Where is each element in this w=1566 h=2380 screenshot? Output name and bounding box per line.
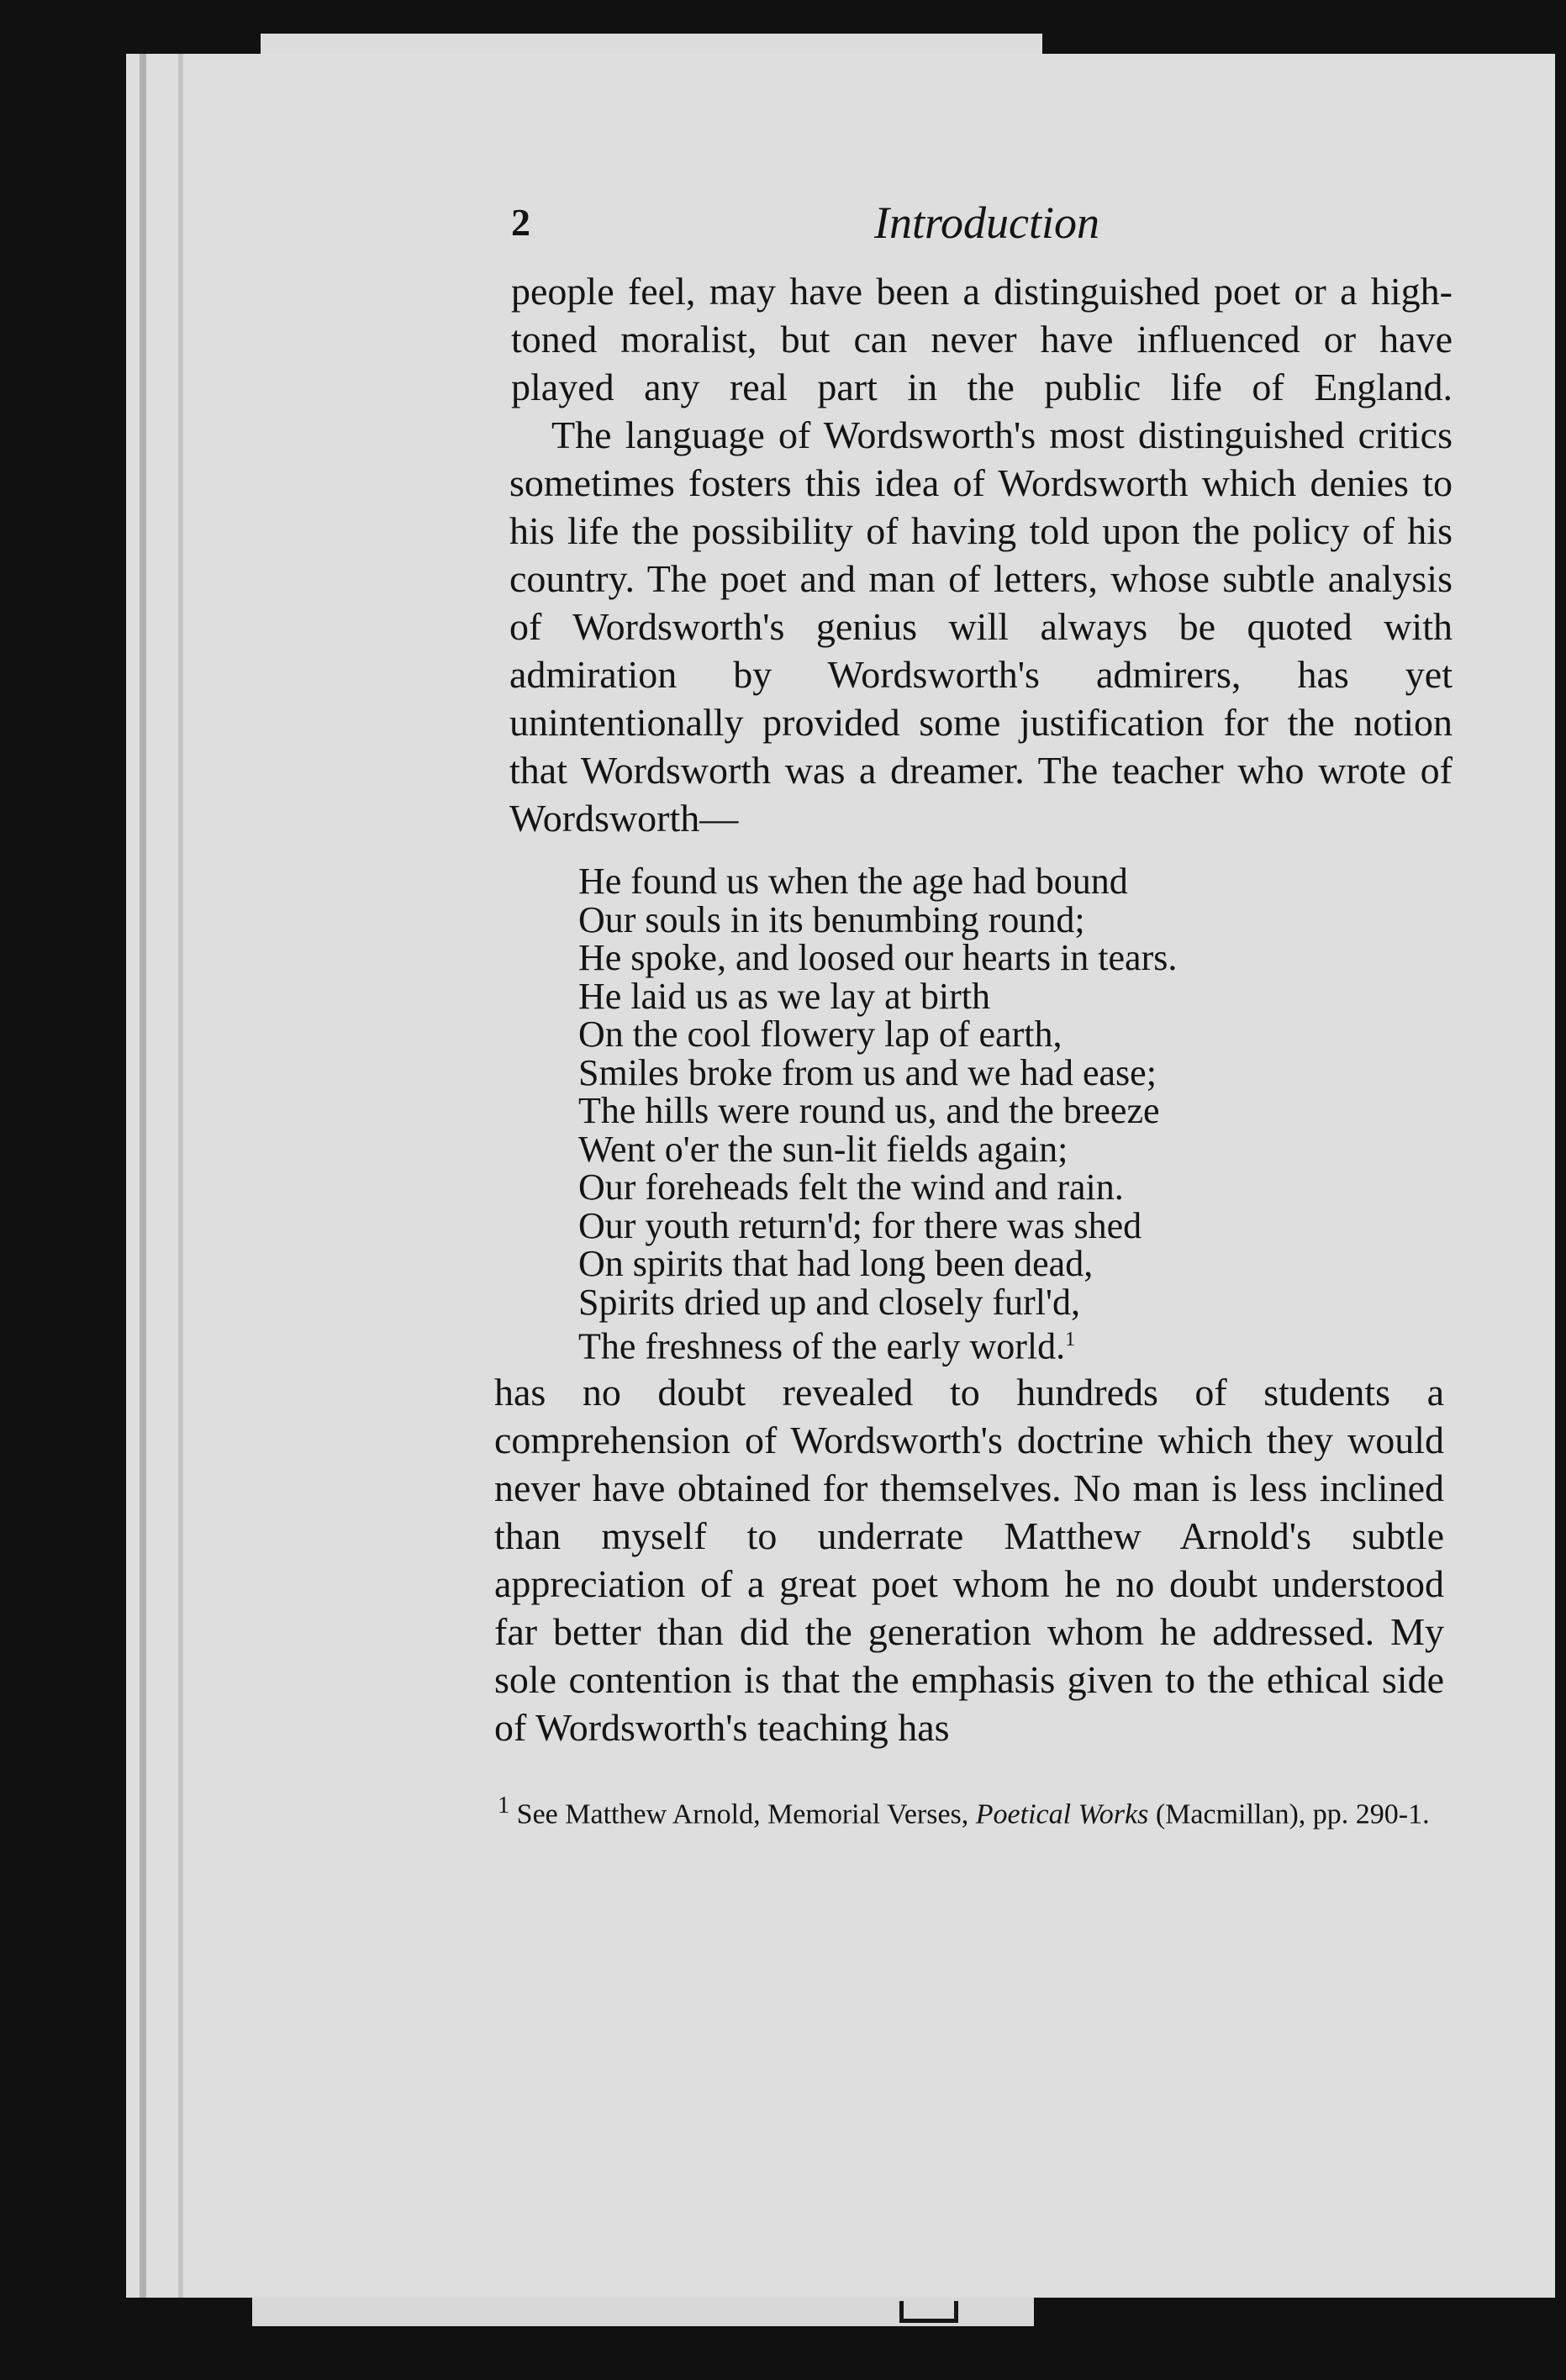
footnote-text: See Matthew Arnold, Memorial Verses, (516, 1798, 969, 1830)
paragraph-1: people feel, may have been a distinguished poet or a high-toned moralist, but can never have influenced or have played any real part in the public life of England. (511, 270, 1453, 408)
footnote (498, 1788, 1447, 1832)
verse-line: Went o'er the sun-lit fields again; (578, 1128, 1068, 1170)
footnote-marker: 1 (498, 1793, 510, 1819)
scan-edge-bottom (252, 2298, 1034, 2326)
footnote-work-title: Poetical Works (975, 1798, 1149, 1830)
footnote-citation: (Macmillan), pp. 290-1. (1155, 1798, 1430, 1830)
scan-artifact (899, 2301, 958, 2323)
verse-line: Our souls in its benumbing round; (578, 898, 1085, 940)
verse-line: Smiles broke from us and we had ease; (578, 1051, 1157, 1093)
verse-line: He found us when the age had bound (578, 861, 1128, 902)
verse-quotation (578, 862, 1335, 1366)
verse-line: Our youth return'd; for there was shed (578, 1204, 1142, 1246)
verse-line: On the cool flowery lap of earth, (578, 1014, 1062, 1055)
verse-line: He spoke, and loosed our hearts in tears. (578, 937, 1178, 978)
verse-line: The hills were round us, and the breeze (578, 1090, 1160, 1131)
footnote-reference: 1 (1065, 1329, 1076, 1351)
verse-line: He laid us as we lay at birth (578, 975, 990, 1017)
running-title: Introduction (874, 197, 1099, 248)
page-header (511, 193, 1453, 261)
verse-line: Spirits dried up and closely furl'd, (578, 1281, 1080, 1323)
paragraph-2: The language of Wordsworth's most distinguished critics sometimes fosters this idea of Wordsworth which denies to his life the possibility of having told upon the policy of his country. The poet and man of letters, whose subtle analysis of Wordsworth's genius will always be quoted with admiration by Wordsworth's admirers, has yet unintentionally provided some justification for the notion that Wordsworth was a dreamer. The teacher who wrote of Wordsworth— (509, 413, 1453, 840)
page-number: 2 (511, 201, 530, 244)
verse-line: Our foreheads felt the wind and rain. (578, 1166, 1124, 1208)
paragraph-3: has no doubt revealed to hundreds of students a comprehension of Wordsworth's doctrine which they would never have obtained for themselves. No man is less inclined than myself to underrate Matthew Arnold's subtle appreciation of a great poet whom he no doubt understood far better than did the generation whom he addressed. My sole contention is that the emphasis given to the ethical side of Wordsworth's teaching has (494, 1371, 1444, 1749)
verse-line-text: The freshness of the early world. (578, 1325, 1066, 1367)
verse-line-last (578, 1321, 1335, 1366)
verse-line: On spirits that had long been dead, (578, 1243, 1094, 1284)
